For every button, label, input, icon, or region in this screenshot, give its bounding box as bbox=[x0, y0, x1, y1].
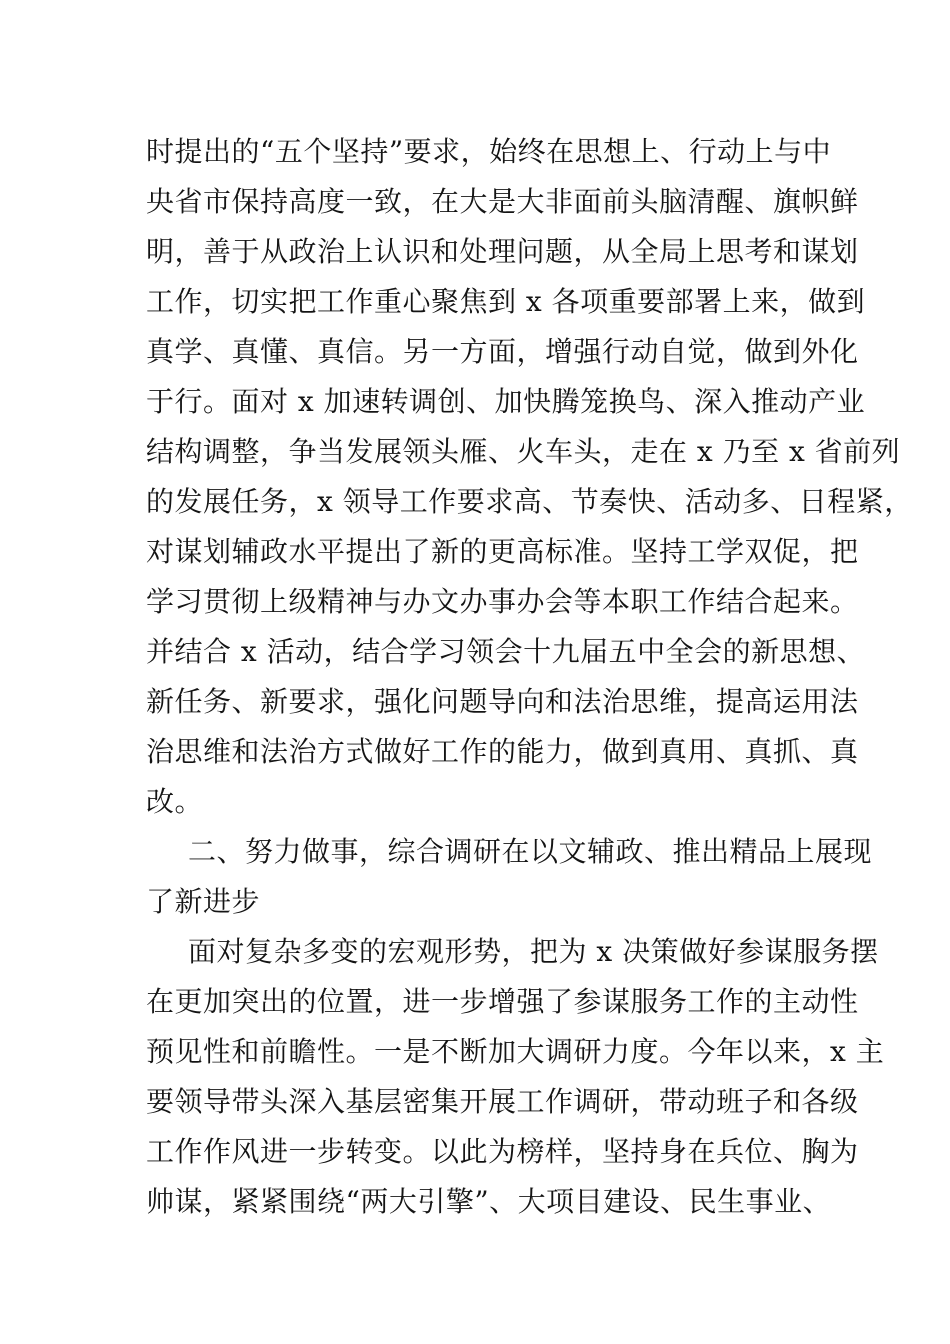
section-heading-line: 二、努力做事，综合调研在以文辅政、推出精品上展现 bbox=[188, 835, 873, 868]
paragraph-line: 在更加突出的位置，进一步增强了参谋服务工作的主动性 bbox=[146, 985, 859, 1018]
paragraph-line: 工作作风进一步转变。以此为榜样，坚持身在兵位、胸为 bbox=[146, 1135, 859, 1168]
paragraph-line: 要领导带头深入基层密集开展工作调研，带动班子和各级 bbox=[146, 1085, 859, 1118]
paragraph-line: 预见性和前瞻性。一是不断加大调研力度。今年以来，x 主 bbox=[146, 1035, 885, 1068]
paragraph-line: 明，善于从政治上认识和处理问题，从全局上思考和谋划 bbox=[146, 235, 859, 268]
paragraph-line: 治思维和法治方式做好工作的能力，做到真用、真抓、真 bbox=[146, 735, 859, 768]
paragraph-line: 时提出的“五个坚持”要求，始终在思想上、行动上与中 bbox=[146, 135, 832, 168]
paragraph-line: 于行。面对 x 加速转调创、加快腾笼换鸟、深入推动产业 bbox=[146, 385, 866, 418]
paragraph-line: 并结合 x 活动，结合学习领会十九届五中全会的新思想、 bbox=[146, 635, 866, 668]
paragraph-line: 央省市保持高度一致，在大是大非面前头脑清醒、旗帜鲜 bbox=[146, 185, 859, 218]
paragraph-line: 面对复杂多变的宏观形势，把为 x 决策做好参谋服务摆 bbox=[188, 935, 879, 968]
paragraph-line: 改。 bbox=[146, 785, 204, 818]
paragraph-line: 真学、真懂、真信。另一方面，增强行动自觉，做到外化 bbox=[146, 335, 859, 368]
paragraph-line: 学习贯彻上级精神与办文办事办会等本职工作结合起来。 bbox=[146, 585, 859, 618]
section-heading-line: 了新进步 bbox=[146, 885, 261, 918]
paragraph-line: 结构调整，争当发展领头雁、火车头，走在 x 乃至 x 省前列 bbox=[146, 435, 901, 468]
paragraph-line: 新任务、新要求，强化问题导向和法治思维，提高运用法 bbox=[146, 685, 859, 718]
paragraph-line: 对谋划辅政水平提出了新的更高标准。坚持工学双促，把 bbox=[146, 535, 859, 568]
paragraph-line: 工作，切实把工作重心聚焦到 x 各项重要部署上来，做到 bbox=[146, 285, 866, 318]
paragraph-line: 帅谋，紧紧围绕“两大引擎”、大项目建设、民生事业、 bbox=[146, 1185, 832, 1218]
paragraph-line: 的发展任务，x 领导工作要求高、节奏快、活动多、日程紧， bbox=[146, 485, 913, 518]
